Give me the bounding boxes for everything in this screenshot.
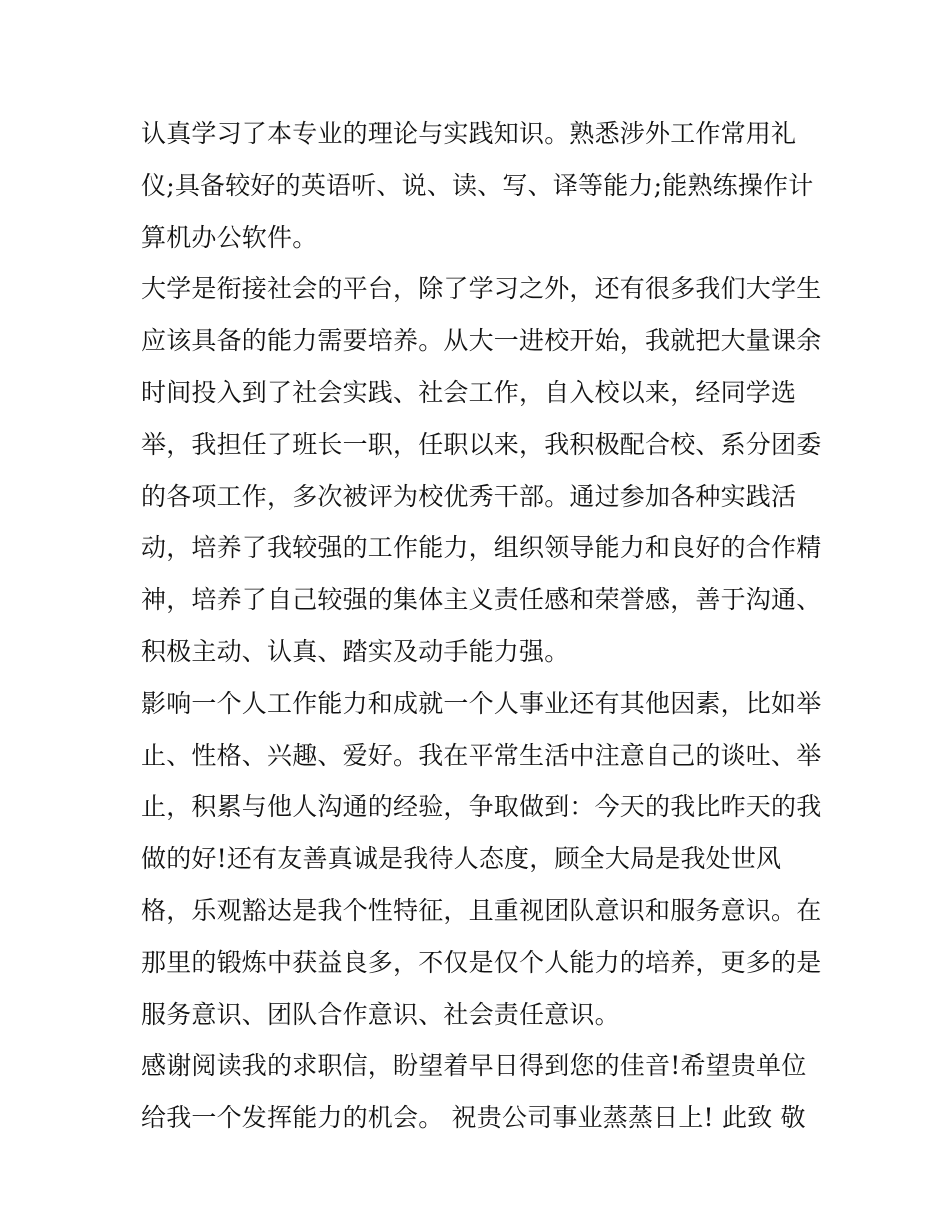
text-line: 格，乐观豁达是我个性特征，且重视团队意识和服务意识。在 [141,895,822,925]
text-line: 大学是衔接社会的平台，除了学习之外，还有很多我们大学生 [141,274,822,304]
text-line: 神，培养了自己较强的集体主义责任感和荣誉感，善于沟通、 [141,585,822,615]
text-line: 服务意识、团队合作意识、社会责任意识。 [141,999,620,1029]
text-line: 感谢阅读我的求职信，盼望着早日得到您的佳音!希望贵单位 [141,1051,807,1081]
text-line: 积极主动、认真、踏实及动手能力强。 [141,636,570,666]
text-line: 时间投入到了社会实践、社会工作，自入校以来，经同学选 [141,377,797,407]
text-line: 仪;具备较好的英语听、说、读、写、译等能力;能熟练操作计 [141,170,814,200]
text-line: 做的好!还有友善真诚是我待人态度，顾全大局是我处世风 [141,844,782,874]
text-line: 应该具备的能力需要培养。从大一进校开始，我就把大量课余 [141,326,822,356]
text-line: 给我一个发挥能力的机会。 祝贵公司事业蒸蒸日上! 此致 敬 [141,1103,806,1133]
text-line: 认真学习了本专业的理论与实践知识。熟悉涉外工作常用礼 [141,119,797,148]
text-line: 影响一个人工作能力和成就一个人事业还有其他因素，比如举 [141,688,822,718]
text-line: 算机办公软件。 [141,222,318,252]
text-line: 的各项工作，多次被评为校优秀干部。通过参加各种实践活 [141,481,797,511]
text-line: 止，积累与他人沟通的经验，争取做到：今天的我比昨天的我 [141,792,822,822]
text-line: 动，培养了我较强的工作能力，组织领导能力和良好的合作精 [141,533,822,563]
text-line: 止、性格、兴趣、爱好。我在平常生活中注意自己的谈吐、举 [141,740,822,770]
text-line: 举，我担任了班长一职，任职以来，我积极配合校、系分团委 [141,429,822,459]
text-line: 那里的锻炼中获益良多，不仅是仅个人能力的培养，更多的是 [141,947,822,977]
letter-body [141,108,821,1144]
